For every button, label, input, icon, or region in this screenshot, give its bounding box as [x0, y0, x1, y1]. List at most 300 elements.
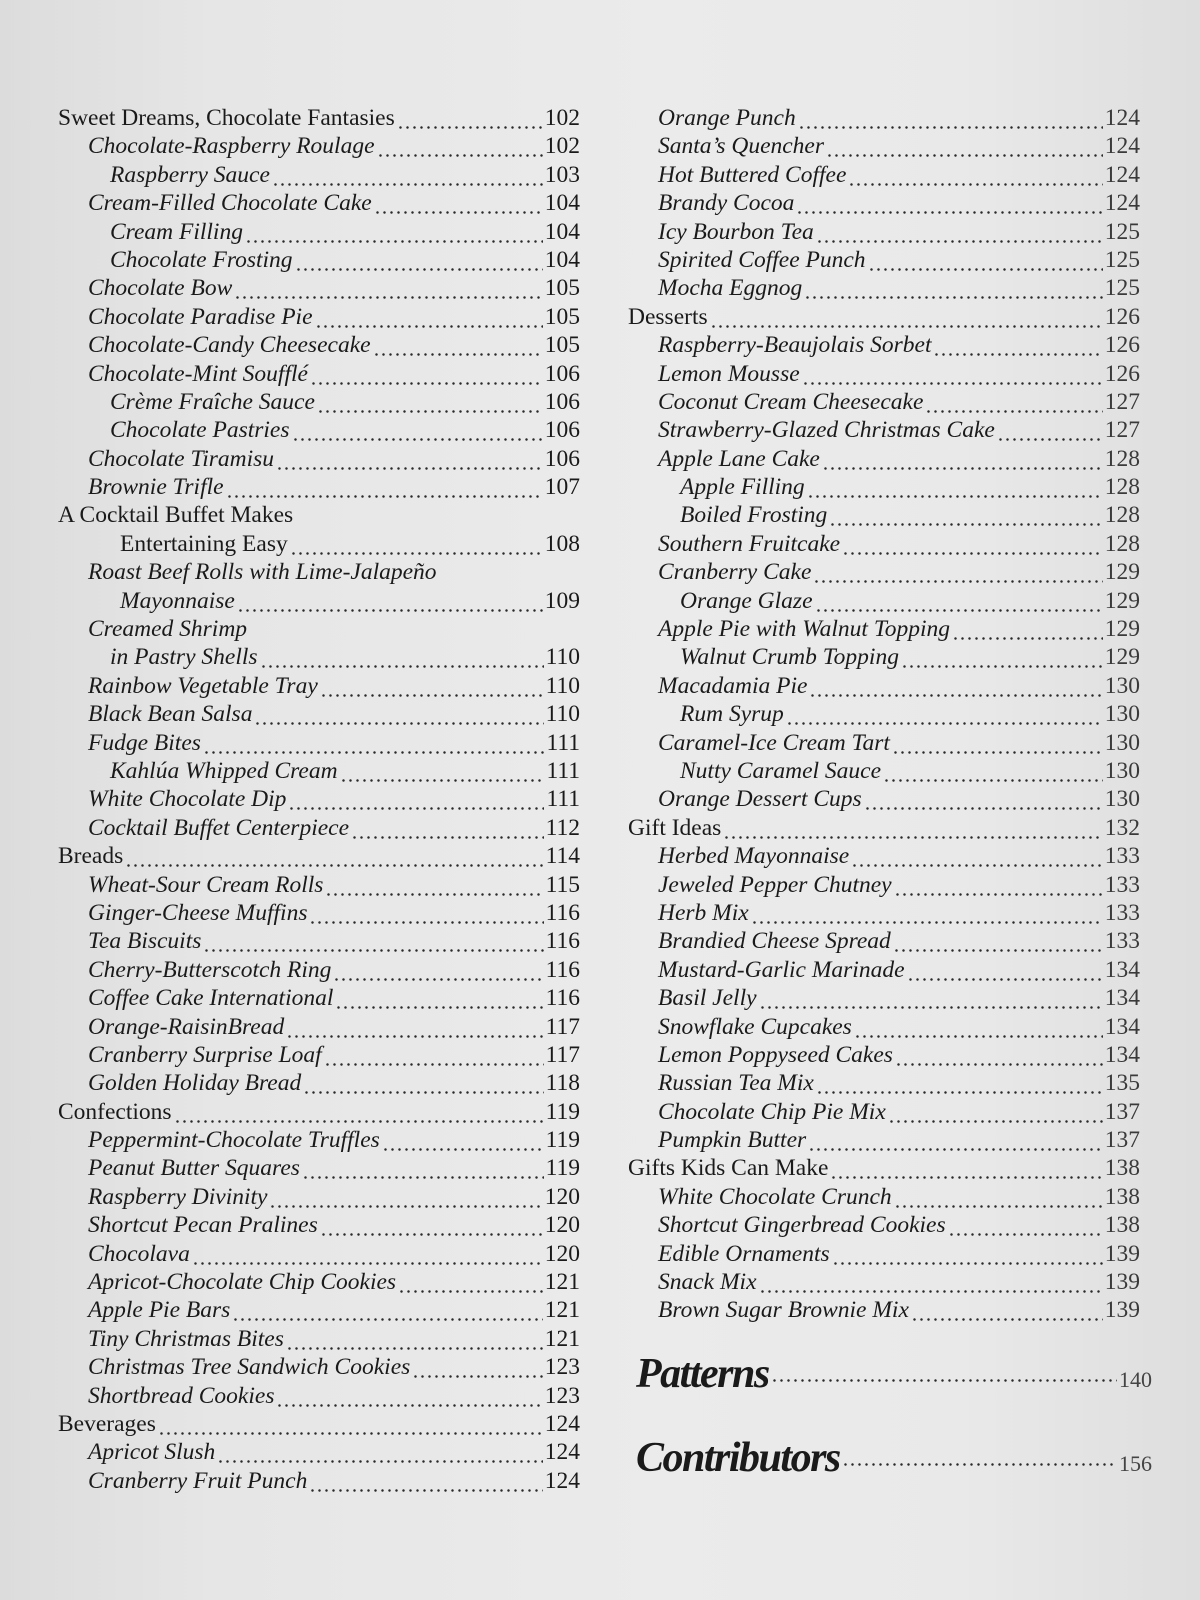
entry-page-number: 130: [1104, 672, 1140, 699]
entry-title: in Pastry Shells: [110, 644, 258, 671]
entry-title: Fudge Bites: [88, 729, 201, 756]
entry-title: Raspberry-Beaujolais Sorbet: [658, 332, 932, 359]
dot-leader: [276, 1382, 542, 1410]
entry-title: Apricot Slush: [88, 1439, 216, 1466]
entry-page-number: 130: [1104, 786, 1140, 813]
toc-recipe-entry: [628, 984, 1140, 1012]
entry-page-number: 133: [1104, 843, 1140, 870]
dot-leader: [382, 1126, 544, 1154]
entry-title: Orange Punch: [658, 105, 796, 131]
dot-leader: [933, 331, 1102, 359]
entry-page-number: 125: [1104, 246, 1140, 273]
entry-page-number: 112: [545, 814, 580, 841]
toc-section-entry: [58, 104, 580, 132]
dot-leader: [373, 331, 543, 359]
entry-title: Cream Filling: [110, 218, 243, 245]
entry-title: Tea Biscuits: [88, 928, 202, 955]
entry-title: Chocolate-Mint Soufflé: [88, 360, 308, 387]
entry-page-number: 130: [1104, 701, 1140, 728]
toc-recipe-entry: [628, 218, 1140, 246]
entry-page-number: 133: [1104, 899, 1140, 926]
toc-recipe-entry: [58, 1296, 580, 1324]
entry-page-number: 106: [544, 417, 580, 444]
entry-page-number: 104: [544, 246, 580, 273]
toc-recipe-entry: [628, 672, 1140, 700]
entry-page-number: 109: [544, 587, 580, 614]
toc-recipe-entry: [628, 161, 1140, 189]
entry-page-number: 133: [1104, 871, 1140, 898]
entry-page-number: 104: [544, 190, 580, 217]
toc-recipe-entry: [58, 416, 580, 444]
toc-recipe-entry: [628, 501, 1140, 529]
toc-recipe-entry: [628, 473, 1140, 501]
toc-section-entry: [58, 530, 580, 558]
toc-recipe-entry: [58, 1041, 580, 1069]
entry-page-number: 127: [1104, 388, 1140, 415]
toc-recipe-entry: [628, 132, 1140, 160]
toc-recipe-entry: [58, 587, 580, 615]
entry-page-number: 119: [545, 1127, 580, 1154]
entry-title: Cherry-Butterscotch Ring: [88, 956, 332, 983]
entry-page-number: 120: [544, 1212, 580, 1239]
toc-recipe-entry: [58, 360, 580, 388]
entry-title: Chocolate Bow: [88, 275, 233, 302]
toc-recipe-entry: [628, 1296, 1140, 1324]
entry-title: Peppermint-Chocolate Truffles: [88, 1127, 380, 1154]
entry-title: Chocolate Chip Pie Mix: [658, 1098, 886, 1125]
entry-title: Orange-RaisinBread: [88, 1013, 285, 1040]
entry-page-number: 121: [544, 1325, 580, 1352]
dot-leader: [796, 189, 1102, 217]
dot-leader: [901, 643, 1103, 671]
entry-title: Cranberry Fruit Punch: [88, 1467, 308, 1494]
dot-leader: [925, 388, 1102, 416]
toc-recipe-entry: [628, 1211, 1140, 1239]
dot-leader: [398, 1268, 543, 1296]
entry-page-number: 123: [544, 1382, 580, 1409]
dot-leader: [813, 558, 1102, 586]
entry-title: Shortcut Gingerbread Cookies: [658, 1212, 946, 1239]
entry-title: Apple Pie Bars: [88, 1297, 231, 1324]
toc-recipe-entry: [628, 785, 1140, 813]
entry-title: Icy Bourbon Tea: [658, 218, 814, 245]
dot-leader: [317, 388, 543, 416]
toc-recipe-entry: [58, 1382, 580, 1410]
toc-recipe-entry: [628, 189, 1140, 217]
entry-page-number: 124: [1104, 133, 1140, 160]
entry-page-number: 106: [544, 360, 580, 387]
toc-recipe-entry: [628, 445, 1140, 473]
dot-leader: [217, 1438, 542, 1466]
dot-leader: [269, 1183, 542, 1211]
toc-right-column: [628, 104, 1140, 1325]
dot-leader: [723, 814, 1102, 842]
toc-recipe-entry: [58, 1240, 580, 1268]
dot-leader: [997, 416, 1103, 444]
entry-page-number: 124: [544, 1439, 580, 1466]
dot-leader: [315, 303, 543, 331]
entry-page-number: 138: [1104, 1155, 1140, 1182]
entry-page-number: 126: [1104, 303, 1140, 330]
toc-recipe-entry: [628, 1069, 1140, 1097]
entry-page-number: 121: [544, 1297, 580, 1324]
toc-recipe-entry: [58, 1467, 580, 1495]
dot-leader: [286, 1325, 543, 1353]
dot-leader: [952, 615, 1103, 643]
patterns-title: Patterns: [636, 1351, 769, 1397]
toc-recipe-entry: [58, 814, 580, 842]
entry-page-number: 104: [544, 218, 580, 245]
entry-page-number: 124: [1104, 161, 1140, 188]
toc-recipe-entry: [58, 672, 580, 700]
dot-leader: [883, 757, 1103, 785]
entry-page-number: 127: [1104, 417, 1140, 444]
dot-leader: [397, 104, 543, 132]
toc-recipe-entry: [58, 1268, 580, 1296]
entry-page-number: 105: [544, 303, 580, 330]
entry-page-number: 133: [1104, 928, 1140, 955]
entry-page-number: 119: [545, 1155, 580, 1182]
entry-title: Caramel-Ice Cream Tart: [658, 729, 890, 756]
dot-leader: [292, 416, 543, 444]
toc-recipe-entry: [58, 785, 580, 813]
toc-recipe-entry: [628, 899, 1140, 927]
entry-title: Chocolate Tiramisu: [88, 445, 275, 472]
toc-recipe-entry: [628, 871, 1140, 899]
toc-recipe-entry: [628, 1013, 1140, 1041]
entry-title: Apple Filling: [680, 474, 805, 501]
entry-title: Walnut Crumb Topping: [680, 644, 899, 671]
entry-title: Southern Fruitcake: [658, 530, 841, 557]
toc-recipe-entry: [628, 274, 1140, 302]
entry-page-number: 116: [545, 899, 580, 926]
entry-page-number: 125: [1104, 218, 1140, 245]
toc-section-entry: [58, 1410, 580, 1438]
toc-recipe-entry: [628, 360, 1140, 388]
dot-leader: [310, 360, 543, 388]
toc-recipe-entry: [58, 1353, 580, 1381]
entry-page-number: 129: [1104, 587, 1140, 614]
dot-leader: [260, 643, 544, 671]
dot-leader: [893, 927, 1103, 955]
entry-title: Brandy Cocoa: [658, 190, 795, 217]
toc-recipe-entry: [58, 218, 580, 246]
toc-recipe-entry: [58, 1183, 580, 1211]
dot-leader: [158, 1410, 543, 1438]
toc-recipe-entry: [58, 558, 580, 586]
patterns-page: 140: [1119, 1367, 1152, 1392]
entry-title: Nutty Caramel Sauce: [680, 757, 882, 784]
toc-recipe-entry: [628, 1240, 1140, 1268]
dot-leader: [272, 161, 543, 189]
entry-page-number: 125: [1104, 275, 1140, 302]
entry-page-number: 130: [1104, 729, 1140, 756]
entry-page-number: 129: [1104, 644, 1140, 671]
dot-leader: [895, 1041, 1103, 1069]
dot-leader: [786, 700, 1103, 728]
entry-title: Pumpkin Butter: [658, 1127, 807, 1154]
entry-page-number: 134: [1104, 1013, 1140, 1040]
entry-title: Raspberry Divinity: [88, 1183, 268, 1210]
entry-page-number: 126: [1104, 360, 1140, 387]
dot-leader: [125, 842, 543, 870]
toc-recipe-entry: [628, 842, 1140, 870]
entry-title: Beverages: [58, 1410, 156, 1437]
dot-leader: [842, 1434, 1117, 1484]
toc-recipe-entry: [58, 445, 580, 473]
entry-page-number: 105: [544, 275, 580, 302]
entry-title: Coffee Cake International: [88, 985, 334, 1012]
dot-leader: [203, 729, 545, 757]
dot-leader: [335, 984, 543, 1012]
toc-recipe-entry: [58, 274, 580, 302]
entry-title: Orange Glaze: [680, 587, 813, 614]
entry-title: Mocha Eggnog: [658, 275, 803, 302]
entry-page-number: 120: [544, 1183, 580, 1210]
toc-recipe-entry: [628, 700, 1140, 728]
toc-recipe-entry: [58, 984, 580, 1012]
entry-title: Entertaining Easy: [120, 530, 288, 557]
dot-leader: [309, 1467, 542, 1495]
entry-title: Brownie Trifle: [88, 474, 224, 501]
toc-recipe-entry: [628, 587, 1140, 615]
toc-recipe-entry: [58, 1211, 580, 1239]
toc-recipe-entry: [628, 1126, 1140, 1154]
dot-leader: [340, 757, 545, 785]
toc-recipe-entry: [58, 189, 580, 217]
toc-recipe-entry: [58, 899, 580, 927]
entry-title: Rainbow Vegetable Tray: [88, 672, 318, 699]
toc-left-column: [58, 104, 580, 1495]
dot-leader: [894, 871, 1103, 899]
entry-title: Brown Sugar Brownie Mix: [658, 1297, 909, 1324]
toc-recipe-entry: [58, 1013, 580, 1041]
dot-leader: [751, 899, 1103, 927]
dot-leader: [192, 1240, 543, 1268]
entry-title: Apple Pie with Walnut Topping: [658, 616, 951, 643]
entry-title: Jeweled Pepper Chutney: [658, 871, 892, 898]
toc-recipe-entry: [58, 1154, 580, 1182]
dot-leader: [303, 1069, 543, 1097]
toc-patterns-entry: [636, 1350, 1152, 1400]
dot-leader: [245, 218, 543, 246]
entry-page-number: 137: [1104, 1098, 1140, 1125]
dot-leader: [377, 132, 543, 160]
toc-recipe-entry: [58, 473, 580, 501]
dot-leader: [290, 530, 543, 558]
dot-leader: [309, 899, 543, 927]
entry-page-number: 106: [544, 388, 580, 415]
entry-page-number: 124: [544, 1410, 580, 1437]
dot-leader: [907, 956, 1103, 984]
dot-leader: [710, 303, 1103, 331]
entry-title: Snack Mix: [658, 1269, 757, 1296]
entry-title: Desserts: [628, 303, 708, 330]
dot-leader: [759, 984, 1103, 1012]
dot-leader: [759, 1268, 1103, 1296]
dot-leader: [888, 1098, 1103, 1126]
entry-title: Raspberry Sauce: [110, 161, 270, 188]
entry-page-number: 102: [544, 105, 580, 131]
dot-leader: [864, 785, 1103, 813]
dot-leader: [830, 1154, 1102, 1182]
entry-title: Kahlúa Whipped Cream: [110, 757, 338, 784]
toc-recipe-entry: [58, 871, 580, 899]
entry-page-number: 139: [1104, 1240, 1140, 1267]
entry-title: Breads: [58, 843, 124, 870]
entry-page-number: 139: [1104, 1269, 1140, 1296]
entry-page-number: 124: [544, 1467, 580, 1494]
entry-title: Mayonnaise: [120, 587, 235, 614]
dot-leader: [351, 814, 544, 842]
entry-page-number: 107: [544, 474, 580, 501]
entry-title: Shortbread Cookies: [88, 1382, 275, 1409]
contributors-title: Contributors: [636, 1435, 840, 1481]
dot-leader: [174, 1098, 544, 1126]
dot-leader: [808, 1126, 1103, 1154]
entry-page-number: 138: [1104, 1212, 1140, 1239]
toc-recipe-entry: [58, 1126, 580, 1154]
entry-page-number: 105: [544, 332, 580, 359]
entry-title: Rum Syrup: [680, 701, 784, 728]
entry-page-number: 128: [1104, 502, 1140, 529]
toc-recipe-entry: [58, 956, 580, 984]
entry-title: Herb Mix: [658, 899, 749, 926]
dot-leader: [320, 1211, 543, 1239]
dot-leader: [911, 1296, 1103, 1324]
entry-title: White Chocolate Crunch: [658, 1183, 892, 1210]
entry-title: Herbed Mayonnaise: [658, 843, 850, 870]
entry-page-number: 117: [545, 1013, 580, 1040]
entry-page-number: 106: [544, 445, 580, 472]
entry-title: Peanut Butter Squares: [88, 1155, 300, 1182]
toc-recipe-entry: [58, 927, 580, 955]
entry-page-number: 111: [546, 757, 580, 784]
entry-title: Creamed Shrimp: [88, 616, 248, 643]
entry-title: Apple Lane Cake: [658, 445, 820, 472]
toc-recipe-entry: [628, 246, 1140, 274]
dot-leader: [894, 1183, 1103, 1211]
entry-title: Wheat-Sour Cream Rolls: [88, 871, 324, 898]
entry-page-number: 139: [1104, 1297, 1140, 1324]
toc-recipe-entry: [628, 643, 1140, 671]
dot-leader: [826, 132, 1103, 160]
entry-title: Orange Dessert Cups: [658, 786, 862, 813]
entry-title: Mustard-Garlic Marinade: [658, 956, 905, 983]
entry-page-number: 126: [1104, 332, 1140, 359]
toc-recipe-entry: [628, 416, 1140, 444]
entry-title: Chocolate Pastries: [110, 417, 290, 444]
entry-page-number: 128: [1104, 530, 1140, 557]
entry-title: Cranberry Surprise Loaf: [88, 1041, 322, 1068]
entry-page-number: 128: [1104, 474, 1140, 501]
entry-page-number: 103: [544, 161, 580, 188]
toc-recipe-entry: [58, 132, 580, 160]
entry-page-number: 138: [1104, 1183, 1140, 1210]
dot-leader: [809, 672, 1102, 700]
entry-page-number: 129: [1104, 559, 1140, 586]
entry-title: Gifts Kids Can Make: [628, 1155, 829, 1182]
toc-recipe-entry: [628, 1183, 1140, 1211]
toc-recipe-entry: [628, 104, 1140, 132]
dot-leader: [324, 1041, 544, 1069]
dot-leader: [807, 473, 1103, 501]
toc-recipe-entry: [628, 1098, 1140, 1126]
dot-leader: [254, 700, 543, 728]
entry-page-number: 119: [545, 1098, 580, 1125]
entry-title: Crème Fraîche Sauce: [110, 388, 315, 415]
entry-title: Brandied Cheese Spread: [658, 928, 891, 955]
toc-recipe-entry: [628, 331, 1140, 359]
toc-section-entry: [58, 501, 580, 529]
entry-title: Russian Tea Mix: [658, 1070, 814, 1097]
dot-leader: [851, 842, 1103, 870]
toc-recipe-entry: [58, 331, 580, 359]
dot-leader: [203, 927, 543, 955]
entry-page-number: 129: [1104, 616, 1140, 643]
entry-page-number: 114: [545, 843, 580, 870]
entry-title: Gift Ideas: [628, 814, 722, 841]
entry-page-number: 130: [1104, 757, 1140, 784]
dot-leader: [842, 530, 1103, 558]
entry-page-number: 123: [544, 1354, 580, 1381]
toc-recipe-entry: [628, 729, 1140, 757]
entry-title: Edible Ornaments: [658, 1240, 830, 1267]
toc-recipe-entry: [58, 246, 580, 274]
entry-page-number: 110: [545, 672, 580, 699]
dot-leader: [854, 1013, 1103, 1041]
entry-title: Sweet Dreams, Chocolate Fantasies: [58, 105, 395, 131]
dot-leader: [325, 871, 543, 899]
entry-page-number: 132: [1104, 814, 1140, 841]
entry-title: Spirited Coffee Punch: [658, 246, 866, 273]
toc-recipe-entry: [58, 757, 580, 785]
entry-title: Tiny Christmas Bites: [88, 1325, 284, 1352]
dot-leader: [832, 1240, 1103, 1268]
toc-recipe-entry: [58, 388, 580, 416]
entry-title: Macadamia Pie: [658, 672, 808, 699]
dot-leader: [288, 785, 544, 813]
entry-page-number: 111: [546, 786, 580, 813]
toc-recipe-entry: [58, 161, 580, 189]
toc-recipe-entry: [58, 615, 580, 643]
entry-page-number: 116: [545, 985, 580, 1012]
entry-title: Christmas Tree Sandwich Cookies: [88, 1354, 411, 1381]
dot-leader: [848, 161, 1102, 189]
dot-leader: [333, 956, 543, 984]
dot-leader: [771, 1350, 1117, 1400]
entry-page-number: 124: [1104, 105, 1140, 131]
dot-leader: [829, 501, 1102, 529]
toc-recipe-entry: [628, 388, 1140, 416]
toc-recipe-entry: [628, 1041, 1140, 1069]
entry-title: Chocolate Frosting: [110, 246, 293, 273]
dot-leader: [237, 587, 543, 615]
dot-leader: [802, 360, 1103, 388]
entry-page-number: 116: [545, 956, 580, 983]
entry-title: Coconut Cream Cheesecake: [658, 388, 924, 415]
toc-recipe-entry: [58, 1438, 580, 1466]
entry-page-number: 118: [545, 1070, 580, 1097]
dot-leader: [804, 274, 1103, 302]
entry-title: Shortcut Pecan Pralines: [88, 1212, 318, 1239]
entry-title: Ginger-Cheese Muffins: [88, 899, 308, 926]
toc-recipe-entry: [58, 303, 580, 331]
entry-title: Confections: [58, 1098, 172, 1125]
toc-contributors-entry: [636, 1434, 1152, 1484]
entry-page-number: 115: [545, 871, 580, 898]
entry-title: Santa’s Quencher: [658, 133, 825, 160]
